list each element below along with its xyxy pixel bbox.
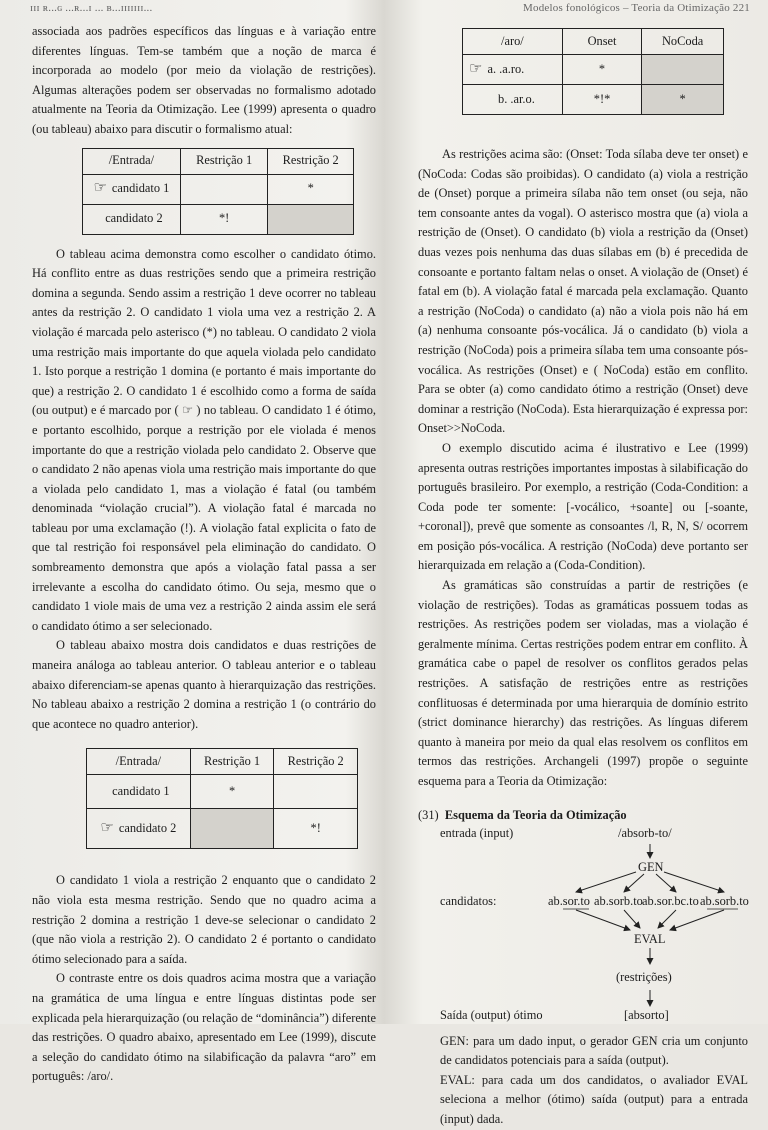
table-header: Restrição 2 — [268, 148, 354, 174]
table-row — [83, 204, 354, 234]
entrada-label: entrada (input) — [440, 825, 514, 840]
paragraph: As restrições acima são: (Onset: Toda sílaba deve ter onset) e (NoCoda: Codas são proibidas). O candidato (a) viola a restrição de (Onset) porque a primeira sílaba não tem onset (ou seja, não tem consoante antes da vogal). O asterisco mostra que (a) viola a restrição de (Onset). O candidato (b) viola a restrição da (Onset) duas vezes pois nenhuma das duas sílabas em (b) é precedida de consoante e portanto faltam nelas o onset. A violação de (Onset) é fatal em (b). A violação fatal é marcada pela exclamação. Quanto a restrição (NoCoda) o candidato (a) não a viola pois não há em (a) nenhuma consoante pós-vocálica. Já o candidato (b) viola a restrição (NoCoda) pois a primeira sílaba tem uma consoante pós-vocálica. As restrições (Onset) e ( NoCoda) estão em conflito. Para se obter (a) como candidato ótimo a restrição (Onset) deve dominar a restrição (NoCoda). Esta hierarquização é expressa por: Onset>>NoCoda. — [418, 147, 748, 436]
left-column — [32, 22, 376, 1087]
violation-cell: *!* — [562, 85, 642, 115]
tableau-2 — [86, 748, 358, 849]
candidate-label: candidato 1 — [111, 181, 170, 196]
paragraph: O tableau acima demonstra como escolher o candidato ótimo. Há conflito entre as duas restrições sendo que a primeira restrição domina a segunda. Sendo assim a restrição 1 deve ocorrer no tableau antes da restrição 2. O candidato 1 viola uma vez a restrição 2. A violação é marcada pelo asterisco (*) no tableau. O candidato 2 viola uma restrição mais importante do que aquela violada pelo candidato 1. Isto porque a restrição 1 domina (e portanto é mais importante do que) a restrição 2. O candidato 1 é escolhido como a forma de saída (ou output) e é marcado por ( ☞ ) no tableau. O candidato 1 é ótimo, e portanto escolhido, porque a restrição por ele violada é menos importante do que a restrição violada pelo candidato 2. Observe que o candidato 2 não apenas viola uma restrição mais importante do que a violada pelo candidato 1, mas a violação é fatal (ou também denominada “violação crucial”). A violação fatal é marcada no tableau por uma exclamação (!). A violação fatal explicita o fato de que tal restrição foi responsável pela eliminação do candidato. O sombreamento demonstra que após a violação fatal passa a ser irrelevante a escolha do candidato ótimo. Ou seja, mesmo que o candidato 1 viole mais de uma vez a restrição 2 ainda assim ele será o candidato ótimo a ser selecionado. — [32, 246, 376, 633]
candidate-4: ab.sorb.to — [700, 893, 749, 908]
paragraph: O tableau abaixo mostra dois candidatos e duas restrições de maneira análoga ao tableau anterior. O tableau anterior e o tableau abaixo diferenciam-se apenas quanto à hierarquização das restrições. No tableau abaixo a restrição 2 domina a restrição 1 (o contrário do que acontece no quadro anterior). — [32, 638, 376, 731]
paragraph: O candidato 1 viola a restrição 2 enquanto que o candidato 2 não viola esta mesma restrição. Sendo que no quadro acima a restrição 2 domina a restrição 1 deve-se selecionar o candidato 2 (que não viola a restrição 2). O candidato 2 é portanto o candidato ótimo selecionado para a saída. — [32, 873, 376, 966]
running-header-left: ɪɪɪ ʀ...ɢ ...ʀ...ɪ ... ʙ...ɪɪɪɪɪɪɪ... — [30, 2, 153, 14]
candidate-cell — [87, 775, 191, 809]
saida-label: Saída (output) ótimo — [440, 1007, 543, 1022]
violation-cell: *! — [274, 809, 358, 849]
paragraph: As gramáticas são construídas a partir de restrições (e violação de restrições). Todas as gramáticas possuem todas as restrições. As restrições podem ser violadas, mas a violação é geralmente mínima. Certas restrições podem entrar em conflito. À gramática cabe o papel de resolver os conflitos gerados pelas restrições. A satisfação de restrições entre as restrições conflituosas é determinada por uma hierarquia de domínio estrito (strict dominance hierarchy) das restrições. As línguas diferem quanto à maneira por meio da qual elas resolvem os conflitos em termos das restrições. Archangeli (1997) propõe o seguinte esquema para a Teoria da Otimização: — [418, 578, 748, 788]
right-column — [418, 28, 749, 1126]
pointing-hand-icon: ☞ — [469, 60, 483, 77]
candidate-label: a. .a.ro. — [487, 61, 525, 76]
violation-cell — [274, 775, 358, 809]
candidate-1: ab.sor.to — [548, 893, 590, 908]
saida-value: [absorto] — [624, 1007, 669, 1022]
table-header: Restrição 2 — [274, 749, 358, 775]
table-row — [463, 55, 724, 85]
entrada-value: /absorb-to/ — [618, 825, 672, 840]
tableau-1 — [82, 148, 354, 235]
shaded-cell: * — [642, 85, 724, 115]
pointing-hand-icon: ☞ — [100, 820, 114, 837]
shaded-cell — [190, 809, 274, 849]
candidate-cell — [83, 204, 181, 234]
candidate-label: candidato 2 — [118, 821, 177, 836]
table-header: Restrição 1 — [190, 749, 274, 775]
gen-definition: GEN: para um dado input, o gerador GEN cria um conjunto de candidatos potenciais para a saída (output). — [440, 1033, 748, 1068]
restricoes-label: (restrições) — [616, 969, 672, 984]
paragraph: O exemplo discutido acima é ilustrativo e Lee (1999) apresenta outras restrições importantes impostas à silabificação do português brasileiro. Por exemplo, a restrição (Coda-Condition: a Coda pode ter somente: [-vocálico, +soante] ou [-soante, +coronal]), prevê que somente as consoantes /l, R, N, S/ ocorrem em posição pós-vocálica. A restrição (NoCoda) deve portanto ser hierarquizada em relação a (Coda-Condition). — [418, 440, 748, 573]
pointing-hand-icon: ☞ — [93, 180, 107, 197]
violation-cell: * — [562, 55, 642, 85]
schema-definitions — [440, 1032, 748, 1130]
arrow-cand-4-to-eval — [670, 910, 724, 930]
gen-label: GEN — [638, 859, 664, 874]
table-header: Onset — [562, 29, 642, 55]
table-row — [87, 775, 358, 809]
paragraph: O contraste entre os dois quadros acima mostra que a variação na gramática de uma língua e entre línguas distintas pode ser explicada pela hierarquização (ou relação de “dominância”) diferente das restrições. O quadro abaixo, apresentado em Lee (1999), discute a seleção do candidato ótimo na silabificação da palavra “aro” em português: /aro/. — [32, 971, 376, 1084]
arrow-cand-2-to-eval — [624, 910, 640, 928]
table-row — [83, 174, 354, 204]
schema-title: Esquema da Teoria da Otimização — [444, 807, 627, 822]
candidate-2: ab.sorb.to — [594, 893, 643, 908]
schema-heading — [418, 806, 627, 826]
table-header: /aro/ — [463, 29, 563, 55]
tableau-3 — [462, 28, 724, 115]
candidatos-label: candidatos: — [440, 893, 497, 908]
candidate-cell — [83, 174, 181, 204]
candidate-label: candidato 1 — [112, 784, 170, 799]
eval-label: EVAL — [634, 931, 666, 946]
violation-cell: * — [268, 174, 354, 204]
candidate-cell — [87, 809, 191, 849]
candidate-label: candidato 2 — [105, 211, 163, 226]
arrow-cand-3-to-eval — [658, 910, 676, 928]
table-header: /Entrada/ — [83, 148, 181, 174]
table-header: /Entrada/ — [87, 749, 191, 775]
paragraph: associada aos padrões específicos das línguas e à variação entre diferentes línguas. Tem-se também que a noção de marca é incorporada ao modelo (por meio da violação de restrições). Algumas alterações podem ser observadas no formalismo adotado atualmente na Teoria da Otimização. Lee (1999) apresenta o quadro (ou tableau) abaixo para discutir o formalismo atual: — [32, 24, 376, 136]
candidate-cell — [463, 85, 563, 115]
schema-number: (31) — [418, 807, 439, 822]
table-row — [463, 85, 724, 115]
table-header: NoCoda — [642, 29, 724, 55]
running-header-right: Modelos fonológicos – Teoria da Otimização 221 — [523, 2, 750, 14]
ot-schema-diagram — [418, 806, 749, 1126]
arrow-cand-1-to-eval — [576, 910, 630, 930]
table-row — [87, 809, 358, 849]
eval-definition: EVAL: para cada um dos candidatos, o avaliador EVAL seleciona a melhor (ótimo) saída (output) para a entrada (input) dada. — [440, 1072, 748, 1126]
violation-cell: *! — [180, 204, 268, 234]
shaded-cell — [642, 55, 724, 85]
candidate-3: ab.sor.bc.to — [642, 893, 699, 908]
shaded-cell — [268, 204, 354, 234]
candidate-cell — [463, 55, 563, 85]
violation-cell — [180, 174, 268, 204]
table-header: Restrição 1 — [180, 148, 268, 174]
candidate-label: b. .ar.o. — [498, 91, 535, 106]
violation-cell: * — [190, 775, 274, 809]
